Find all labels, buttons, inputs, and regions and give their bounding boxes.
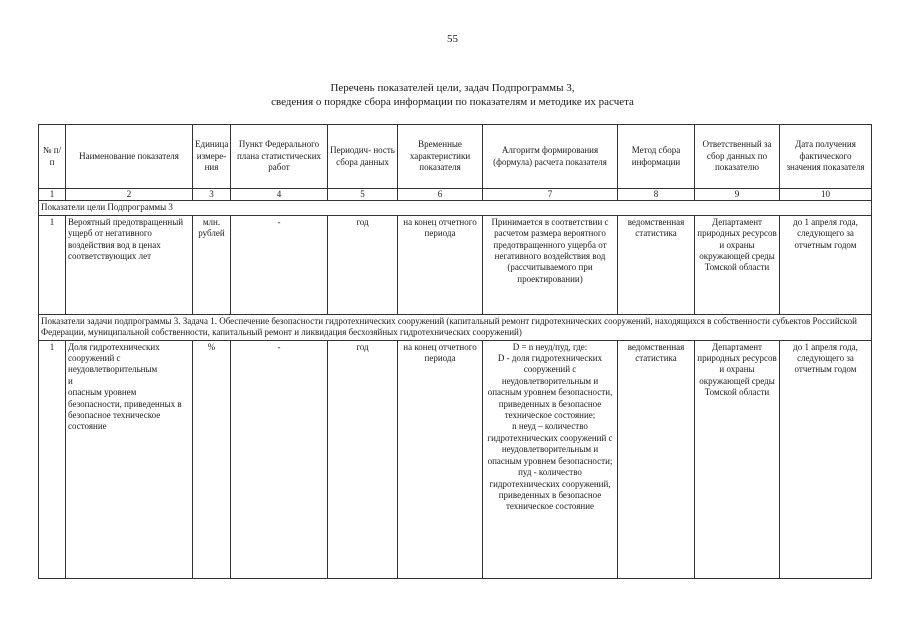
section-heading: Показатели цели Подпрограммы 3 xyxy=(39,201,872,215)
column-number: 1 xyxy=(39,189,66,201)
responsible-cell: Департамент природных ресурсов и охраны окружающей среды Томской области xyxy=(695,340,780,578)
table-row xyxy=(39,340,872,578)
indicator-name: Вероятный предотвращенный ущерб от негативного воздействия вод в ценах соответствующих лет xyxy=(66,215,193,314)
algorithm-line: n неуд – количество гидротехнических сооружений с неудовлетворительным и опасным уровнем безопасности; xyxy=(487,421,613,466)
time-characteristic-cell: на конец отчетного периода xyxy=(398,340,483,578)
indicator-name-line: Доля гидротехнических сооружений с неудовлетворительным xyxy=(68,341,160,375)
header-cell: Наименование показателя xyxy=(66,125,193,189)
algorithm-cell: Принимается в соответствии с расчетом размера вероятного предотвращенного ущерба от негативного воздействия вод (рассчитываемого при проектировании) xyxy=(483,215,618,314)
row-number: 1 xyxy=(39,340,66,578)
indicator-name-line: и xyxy=(68,375,73,386)
column-number: 5 xyxy=(328,189,398,201)
column-number: 9 xyxy=(695,189,780,201)
responsible-cell: Департамент природных ресурсов и охраны окружающей среды Томской области xyxy=(695,215,780,314)
algorithm-line: D - доля гидротехнических сооружений с неудовлетворительным и опасным уровнем безопасности, приведенных в безопасное техническое состояние; xyxy=(487,353,613,421)
method-cell: ведомственная статистика xyxy=(618,215,695,314)
algorithm-line: пуд - количество гидротехнических сооружений, приведенных в безопасное техническое состояние xyxy=(489,467,611,512)
title-line-2: сведения о порядке сбора информации по показателям и методике их расчета xyxy=(271,96,634,108)
column-number-row xyxy=(39,189,872,201)
period-cell: год xyxy=(328,215,398,314)
section-heading: Показатели задачи подпрограммы 3. Задача 1. Обеспечение безопасности гидротехнических сооружений (капитальный ремонт гидротехнических сооружений, находящихся в собственности субъектов Российской Федерации, муниципальной собственности, капитальный ремонт и ликвидация бесхозяйных гидротехнических сооружений) xyxy=(39,314,872,340)
column-number: 6 xyxy=(398,189,483,201)
column-number: 2 xyxy=(66,189,193,201)
fed-plan-cell: - xyxy=(231,340,328,578)
column-number: 3 xyxy=(193,189,231,201)
indicators-table xyxy=(38,124,872,579)
section-row xyxy=(39,314,872,340)
table-row xyxy=(39,215,872,314)
column-number: 7 xyxy=(483,189,618,201)
date-cell: до 1 апреля года, следующего за отчетным годом xyxy=(780,340,872,578)
header-cell: Ответственный за сбор данных по показателю xyxy=(695,125,780,189)
row-number: 1 xyxy=(39,215,66,314)
time-characteristic-cell: на конец отчетного периода xyxy=(398,215,483,314)
title-line-1: Перечень показателей цели, задач Подпрограммы 3, xyxy=(330,82,575,94)
header-cell: Дата получения фактического значения показателя xyxy=(780,125,872,189)
header-cell: Алгоритм формирования (формула) расчета показателя xyxy=(483,125,618,189)
indicator-name-line: опасным уровнем безопасности, приведенных в безопасное техническое состояние xyxy=(68,387,182,432)
unit-cell: млн. рублей xyxy=(193,215,231,314)
header-cell: Метод сбора информации xyxy=(618,125,695,189)
indicator-name xyxy=(66,340,193,578)
page-title xyxy=(0,81,905,109)
column-number: 4 xyxy=(231,189,328,201)
page-number: 55 xyxy=(447,33,458,45)
header-cell: № п/п xyxy=(39,125,66,189)
column-number: 10 xyxy=(780,189,872,201)
fed-plan-cell: - xyxy=(231,215,328,314)
column-number: 8 xyxy=(618,189,695,201)
header-cell: Единица измере- ния xyxy=(193,125,231,189)
header-cell: Пункт Федерального плана статистических работ xyxy=(231,125,328,189)
header-cell: Периодич- ность сбора данных xyxy=(328,125,398,189)
date-cell: до 1 апреля года, следующего за отчетным годом xyxy=(780,215,872,314)
header-row xyxy=(39,125,872,189)
method-cell: ведомственная статистика xyxy=(618,340,695,578)
section-row xyxy=(39,201,872,215)
period-cell: год xyxy=(328,340,398,578)
unit-cell: % xyxy=(193,340,231,578)
algorithm-line: D = n неуд/пуд, где: xyxy=(512,341,588,352)
header-cell: Временные характеристики показателя xyxy=(398,125,483,189)
algorithm-cell xyxy=(483,340,618,578)
